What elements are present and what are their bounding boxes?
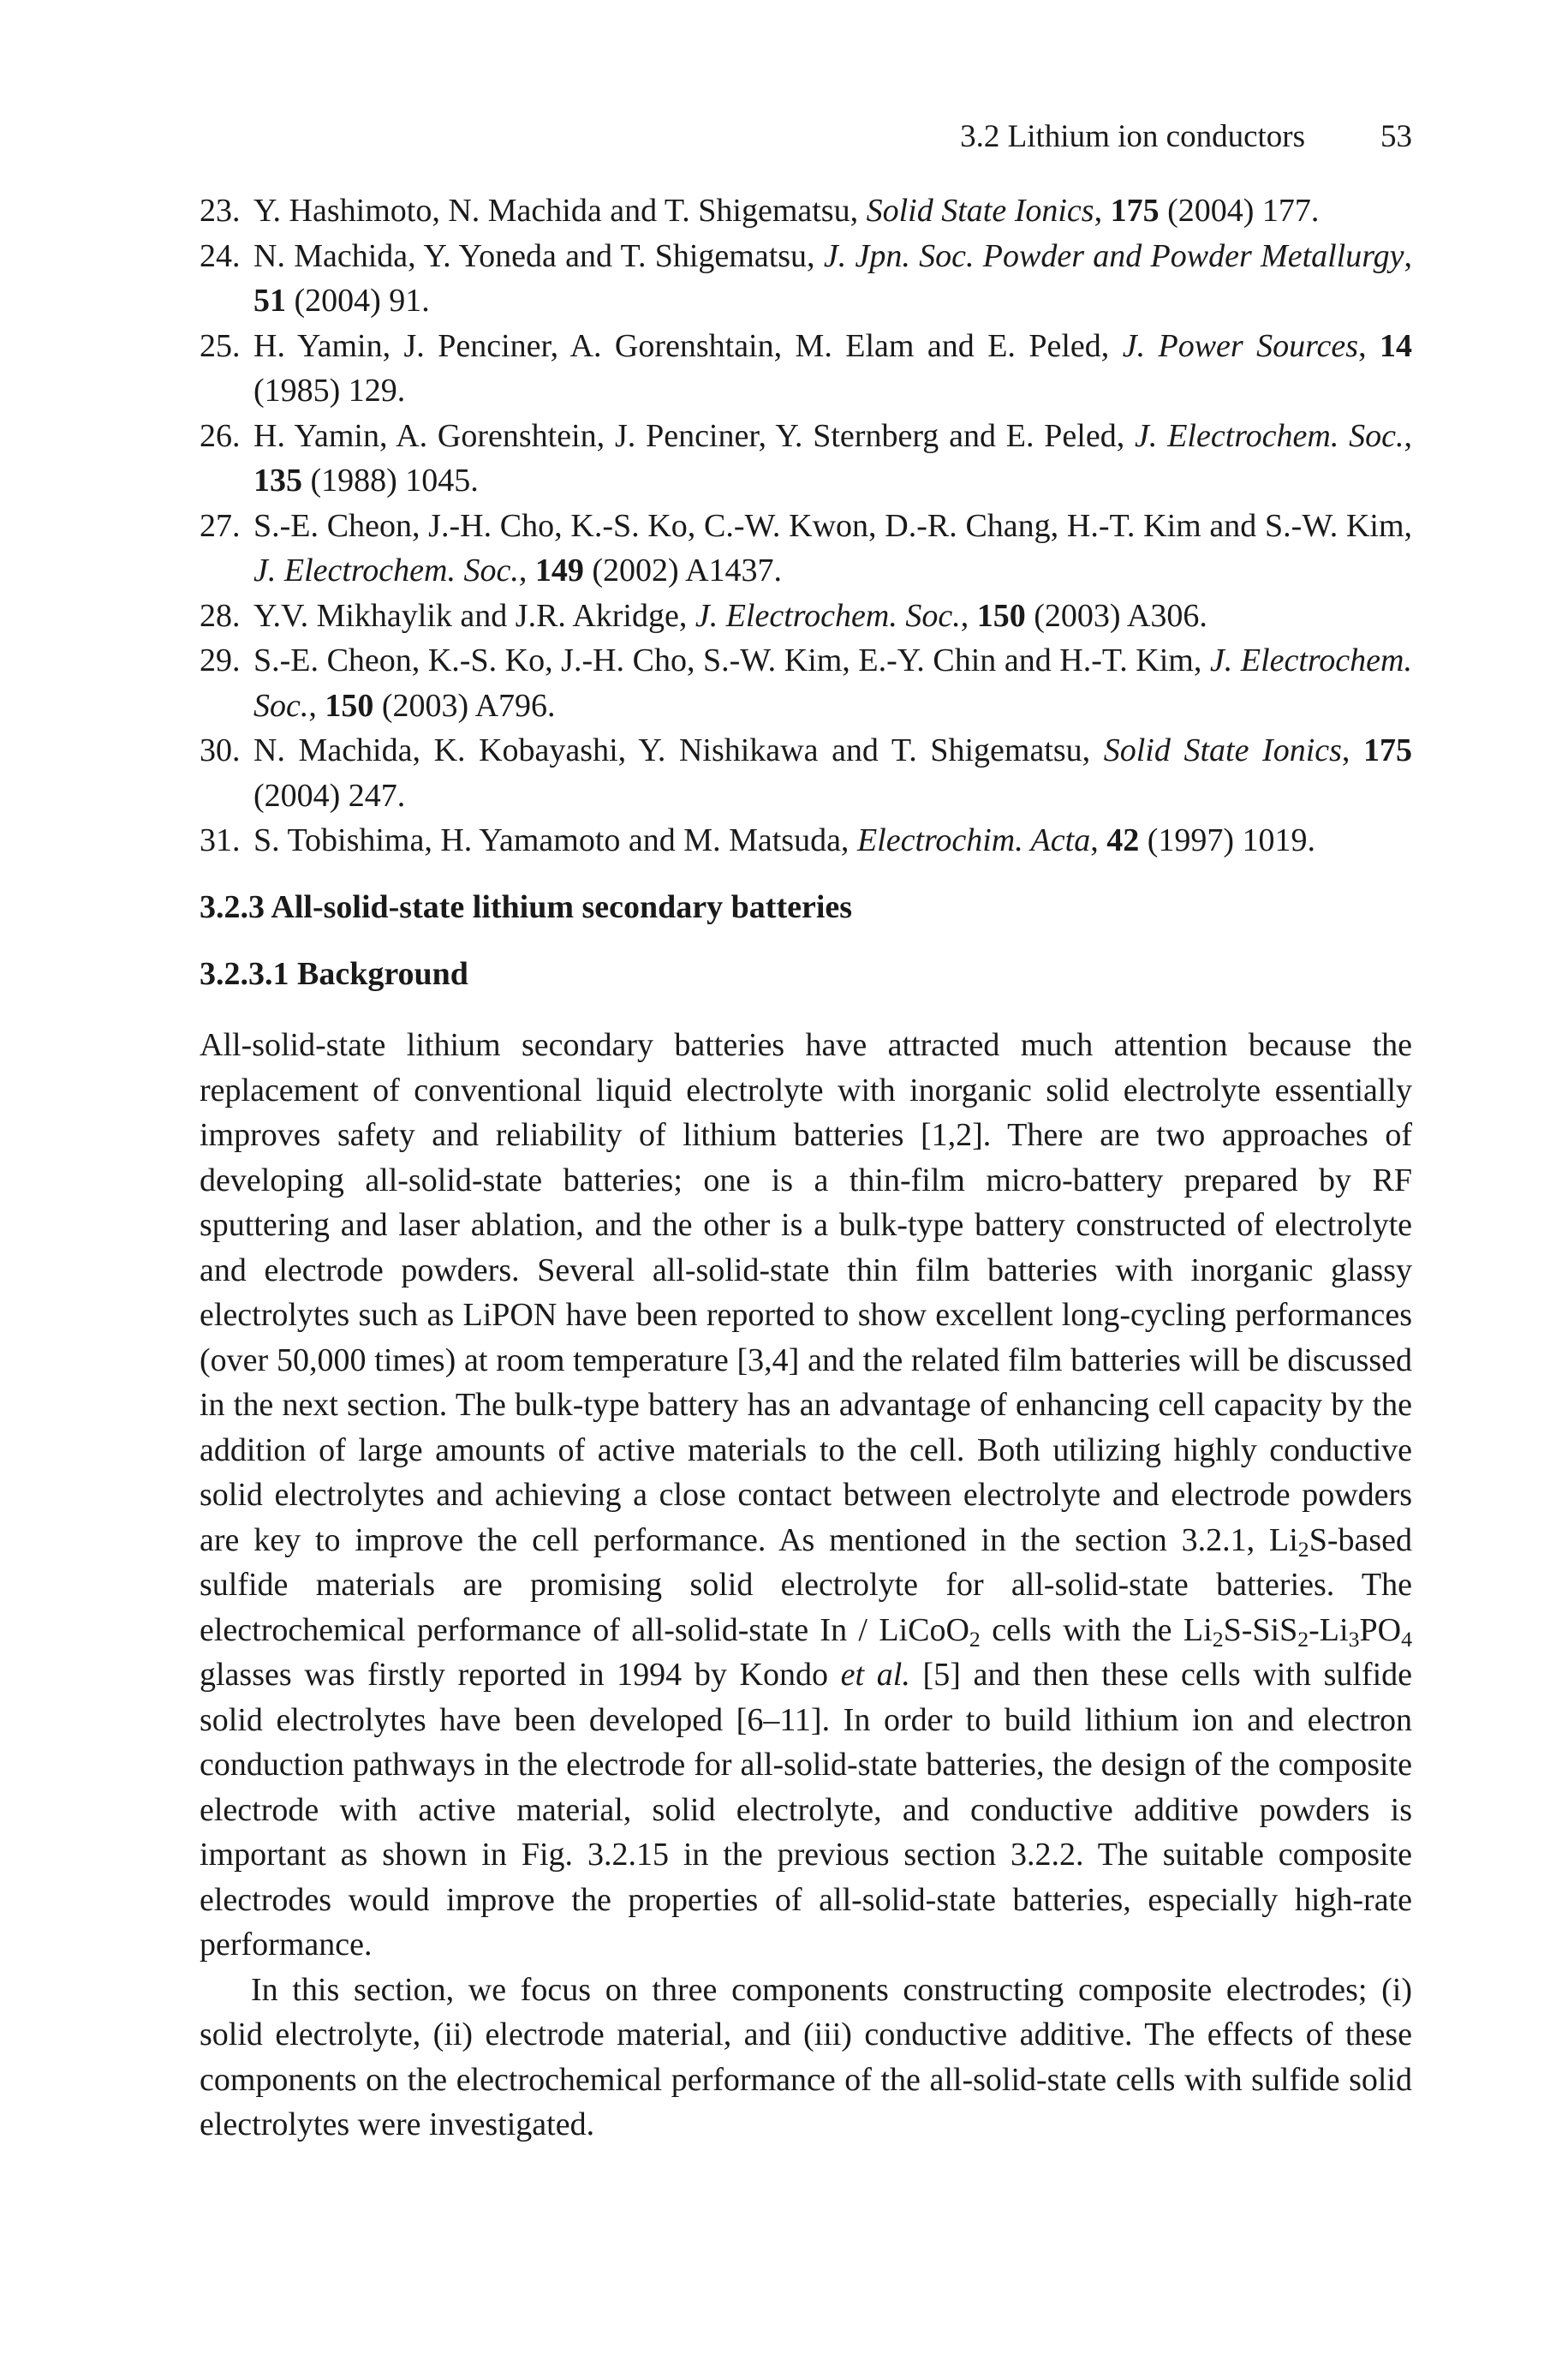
reference-authors: S.-E. Cheon, K.-S. Ko, J.-H. Cho, S.-W. Kim, E.-Y. Chin and H.-T. Kim,: [253, 642, 1210, 678]
reference-number: 23.: [200, 193, 241, 229]
body-text: [200, 1023, 1412, 2148]
reference-year-page: (2004) 247.: [253, 777, 406, 814]
reference-text: [253, 818, 1412, 863]
reference-volume: 175: [1110, 193, 1160, 229]
reference-year-page: (1988) 1045.: [302, 463, 479, 499]
reference-text: [253, 414, 1412, 504]
running-head: [960, 118, 1412, 155]
reference-text: [253, 324, 1412, 414]
reference-authors: N. Machida, Y. Yoneda and T. Shigematsu,: [253, 237, 824, 274]
reference-separator: ,: [1341, 732, 1363, 768]
reference-item: [200, 324, 1412, 414]
running-head-title: 3.2 Lithium ion conductors: [960, 119, 1305, 154]
text-run: cells with the Li: [980, 1611, 1213, 1648]
subscript: 2: [1297, 1536, 1309, 1562]
reference-journal: J. Electrochem. Soc.: [695, 597, 961, 634]
text-run: S-SiS: [1223, 1611, 1298, 1648]
reference-journal: Solid State Ionics: [1103, 732, 1342, 768]
reference-year-page: (1997) 1019.: [1139, 822, 1316, 858]
subscript: 4: [1401, 1626, 1413, 1652]
reference-separator: ,: [1094, 193, 1111, 229]
reference-year-page: (2003) A796.: [373, 687, 556, 724]
reference-separator: ,: [1090, 822, 1107, 858]
reference-authors: Y.V. Mikhaylik and J.R. Akridge,: [253, 597, 695, 634]
subscript: 3: [1348, 1626, 1360, 1652]
reference-authors: S.-E. Cheon, J.-H. Cho, K.-S. Ko, C.-W. Kwon, D.-R. Chang, H.-T. Kim and S.-W. Kim,: [253, 507, 1412, 544]
reference-number: 27.: [200, 507, 241, 544]
reference-item: [200, 234, 1412, 324]
page-number: 53: [1380, 119, 1412, 154]
reference-item: [200, 504, 1412, 594]
reference-authors: N. Machida, K. Kobayashi, Y. Nishikawa and T. Shigematsu,: [253, 732, 1104, 768]
reference-separator: ,: [308, 687, 325, 724]
text-run: glasses was firstly reported in 1994 by Kondo: [200, 1657, 841, 1693]
reference-volume: 175: [1363, 732, 1412, 768]
reference-text: [253, 638, 1412, 728]
reference-year-page: (2004) 177.: [1159, 193, 1320, 229]
text-run: -Li: [1309, 1611, 1349, 1648]
text-run: All-solid-state lithium secondary batteries have attracted much attention because the replacement of conventional liquid electrolyte with inorganic solid electrolyte essentially improves safety and reliability of lithium batteries [1,2]. There are two approaches of developing all-solid-state batteries; one is a thin-film micro-battery prepared by RF sputtering and laser ablation, and the other is a bulk-type battery constructed of electrolyte and electrode powders. Several all-solid-state thin film batteries with inorganic glassy electrolytes such as LiPON have been reported to show excellent long-cycling performances (over 50,000 times) at room temperature [3,4] and the related film batteries will be discussed in the next section. The bulk-type battery has an advantage of enhancing cell capacity by the addition of large amounts of active materials to the cell. Both utilizing highly conductive solid electrolytes and achieving a close contact between electrolyte and electrode powders are key to improve the cell performance. As mentioned in the section 3.2.1, Li: [200, 1027, 1412, 1558]
reference-number: 25.: [200, 327, 241, 364]
reference-number: 26.: [200, 417, 241, 454]
body-paragraph-2: In this section, we focus on three components constructing composite electrodes; (i) solid electrolyte, (ii) electrode material, and (iii) conductive additive. The effects of these components on the electrochemical performance of the all-solid-state cells with sulfide solid electrolytes were investigated.: [200, 1971, 1412, 2142]
reference-volume: 149: [534, 553, 584, 589]
reference-list: [200, 188, 1412, 863]
reference-volume: 42: [1106, 822, 1140, 858]
reference-text: [253, 504, 1412, 594]
text-run: S-based sulfide materials are promising solid electrolyte for all-solid-state batteries. The electrochemical performance of all-solid-state In / LiCoO: [200, 1521, 1412, 1648]
reference-text: [253, 234, 1412, 324]
reference-text: [253, 728, 1412, 818]
reference-volume: 150: [325, 687, 374, 724]
subscript: 2: [1212, 1626, 1224, 1652]
reference-year-page: (2003) A306.: [1025, 597, 1207, 634]
reference-year-page: (1985) 129.: [253, 373, 406, 409]
subscript: 2: [1297, 1626, 1309, 1652]
reference-number: 30.: [200, 732, 241, 768]
reference-separator: ,: [1404, 417, 1412, 454]
subscript: 2: [969, 1626, 981, 1652]
et-al-italic: et al.: [840, 1657, 910, 1693]
reference-separator: ,: [1404, 237, 1412, 274]
reference-item: [200, 638, 1412, 728]
reference-item: [200, 594, 1412, 639]
reference-journal: J. Electrochem. Soc.: [1135, 417, 1404, 454]
reference-journal: J. Power Sources: [1122, 327, 1359, 364]
reference-authors: H. Yamin, J. Penciner, A. Gorenshtain, M. Elam and E. Peled,: [253, 327, 1123, 364]
reference-number: 28.: [200, 597, 241, 634]
reference-volume: 150: [976, 597, 1026, 634]
section-heading: 3.2.3 All-solid-state lithium secondary batteries: [200, 889, 853, 925]
reference-authors: S. Tobishima, H. Yamamoto and M. Matsuda,: [253, 822, 857, 858]
reference-journal: Electrochim. Acta: [856, 822, 1091, 858]
reference-separator: ,: [1358, 327, 1380, 364]
reference-volume: 14: [1380, 327, 1412, 364]
reference-item: [200, 414, 1412, 504]
reference-item: [200, 188, 1412, 234]
reference-item: [200, 728, 1412, 818]
reference-authors: Y. Hashimoto, N. Machida and T. Shigematsu,: [253, 193, 867, 229]
reference-item: [200, 818, 1412, 863]
reference-separator: ,: [960, 597, 977, 634]
reference-year-page: (2004) 91.: [286, 283, 430, 319]
reference-number: 31.: [200, 822, 241, 858]
reference-journal: J. Electrochem. Soc.: [253, 642, 1412, 724]
reference-authors: H. Yamin, A. Gorenshtein, J. Penciner, Y. Sternberg and E. Peled,: [253, 417, 1136, 454]
reference-separator: ,: [518, 553, 535, 589]
body-paragraph-1: [200, 1023, 1412, 1968]
subsection-heading: 3.2.3.1 Background: [200, 956, 468, 992]
reference-number: 24.: [200, 237, 241, 274]
text-run: PO: [1359, 1611, 1402, 1648]
reference-volume: 51: [253, 283, 286, 319]
reference-text: [253, 594, 1412, 639]
text-run: [5] and then these cells with sulfide solid electrolytes have been developed [6–11]. In order to build lithium ion and electron conduction pathways in the electrode for all-solid-state batteries, the design of the composite electrode with active material, solid electrolyte, and conductive additive powders is important as shown in Fig. 3.2.15 in the previous section 3.2.2. The suitable composite electrodes would improve the properties of all-solid-state batteries, especially high-rate performance.: [200, 1657, 1413, 1963]
reference-year-page: (2002) A1437.: [583, 553, 783, 589]
reference-number: 29.: [200, 642, 241, 678]
reference-journal: J. Jpn. Soc. Powder and Powder Metallurgy: [823, 237, 1404, 274]
reference-text: [253, 188, 1412, 234]
reference-volume: 135: [253, 463, 302, 499]
reference-journal: J. Electrochem. Soc.: [253, 553, 519, 589]
reference-journal: Solid State Ionics: [866, 193, 1094, 229]
